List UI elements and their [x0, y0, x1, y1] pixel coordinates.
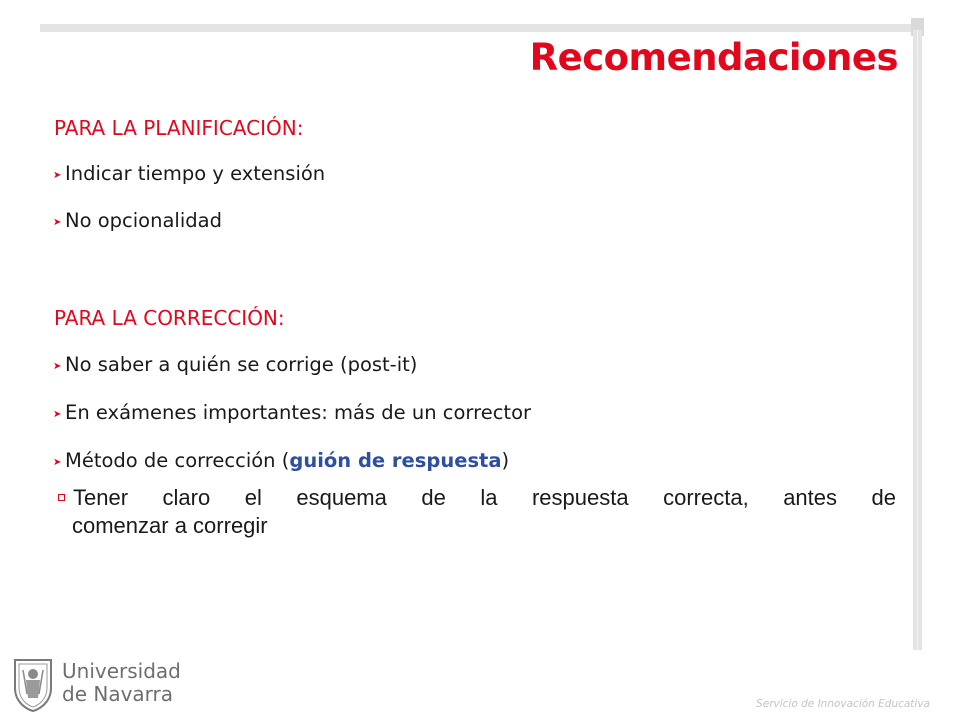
correction-heading: PARA LA CORRECCIÓN: — [54, 306, 285, 330]
correction-item-label: En exámenes importantes: más de un corrector — [65, 401, 532, 424]
university-seal-icon — [12, 654, 54, 712]
university-name-line2: de Navarra — [62, 682, 174, 706]
method-suffix: ) — [501, 449, 510, 472]
square-bullet-icon — [58, 494, 65, 501]
correction-item-label: No saber a quién se corrige (post-it) — [65, 353, 418, 376]
planning-item-label: Indicar tiempo y extensión — [65, 162, 326, 185]
method-prefix: Método de corrección ( — [65, 449, 290, 472]
frame-top-bar — [40, 24, 916, 32]
correction-item-method — [53, 449, 509, 472]
chevron-right-icon: ➤ — [53, 361, 62, 372]
planning-item-time — [53, 162, 325, 185]
university-name-line1: Universidad — [62, 659, 181, 683]
sub-item-line2: comenzar a corregir — [72, 513, 268, 538]
university-logo — [8, 652, 258, 716]
sub-item-line1: Tener claro el esquema de la respuesta correcta, antes de — [73, 485, 896, 510]
footer-text: Servicio de Innovación Educativa — [756, 698, 930, 710]
correction-sub-item — [72, 484, 896, 540]
chevron-right-icon: ➤ — [53, 170, 62, 181]
correction-item-anonymous — [53, 353, 417, 376]
planning-item-label: No opcionalidad — [65, 209, 222, 232]
chevron-right-icon: ➤ — [53, 457, 62, 468]
correction-item-multiple-graders — [53, 401, 531, 424]
chevron-right-icon: ➤ — [53, 217, 62, 228]
frame-right-bar — [913, 30, 922, 650]
university-name — [62, 660, 181, 706]
method-highlight: guión de respuesta — [289, 449, 502, 472]
chevron-right-icon: ➤ — [53, 409, 62, 420]
planning-item-no-optional — [53, 209, 222, 232]
slide-title: Recomendaciones — [529, 36, 898, 79]
planning-heading: PARA LA PLANIFICACIÓN: — [54, 116, 304, 140]
